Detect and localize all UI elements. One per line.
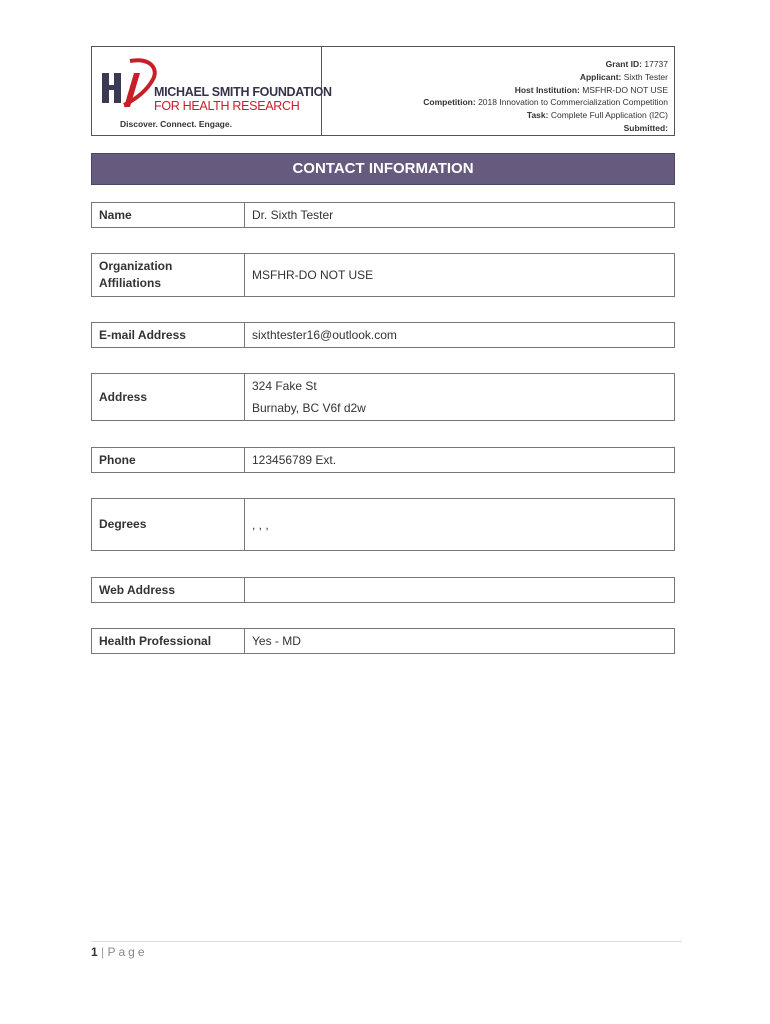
logo-mark-icon	[100, 55, 160, 113]
field-row-degrees	[91, 498, 675, 551]
field-row-address	[91, 373, 675, 421]
logo-tagline: Discover. Connect. Engage.	[120, 119, 232, 129]
field-value: Yes - MD	[252, 634, 301, 648]
footer-divider	[91, 941, 682, 942]
field-row-organization-affiliations	[91, 253, 675, 297]
info-grant-id: Grant ID: 17737	[605, 59, 668, 69]
field-value	[245, 578, 674, 602]
field-value: MSFHR-DO NOT USE	[252, 268, 374, 282]
field-label: Health Professional	[92, 629, 245, 653]
document-header	[91, 46, 675, 136]
field-value: 324 Fake St Burnaby, BC V6f d2w	[252, 379, 366, 415]
field-label: Degrees	[92, 499, 245, 550]
info-task: Task: Complete Full Application (I2C)	[526, 110, 668, 121]
logo-org-name-line2: FOR HEALTH RESEARCH	[154, 99, 300, 113]
page-number: 1	[91, 945, 98, 959]
field-label: Web Address	[92, 578, 245, 602]
field-value: sixthtester16@outlook.com	[252, 328, 397, 342]
info-host-institution: Host Institution: MSFHR-DO NOT USE	[514, 84, 668, 95]
field-label: Phone	[92, 448, 245, 472]
page-footer	[91, 945, 148, 959]
field-label: Name	[92, 203, 245, 227]
field-row-health-professional	[91, 628, 675, 654]
field-label: E-mail Address	[92, 323, 245, 347]
info-submitted: Submitted:	[623, 122, 668, 133]
section-title: CONTACT INFORMATION	[91, 153, 675, 185]
grant-info	[322, 47, 674, 135]
field-value: 123456789 Ext.	[252, 453, 337, 467]
footer-page-word: Page	[107, 945, 148, 959]
field-label: Organization Affiliations	[92, 254, 245, 296]
field-value: Dr. Sixth Tester	[252, 208, 334, 222]
field-row-email-address	[91, 322, 675, 348]
info-applicant: Applicant: Sixth Tester	[579, 71, 668, 82]
field-value: , , ,	[252, 517, 269, 532]
field-row-phone	[91, 447, 675, 473]
field-row-web-address	[91, 577, 675, 603]
footer-separator: |	[101, 945, 105, 959]
field-label: Address	[92, 374, 245, 420]
field-row-name	[91, 202, 675, 228]
info-competition: Competition: 2018 Innovation to Commercialization Competition	[423, 97, 668, 108]
logo-org-name-line1: MICHAEL SMITH FOUNDATION	[154, 85, 332, 99]
foundation-logo	[92, 47, 332, 135]
